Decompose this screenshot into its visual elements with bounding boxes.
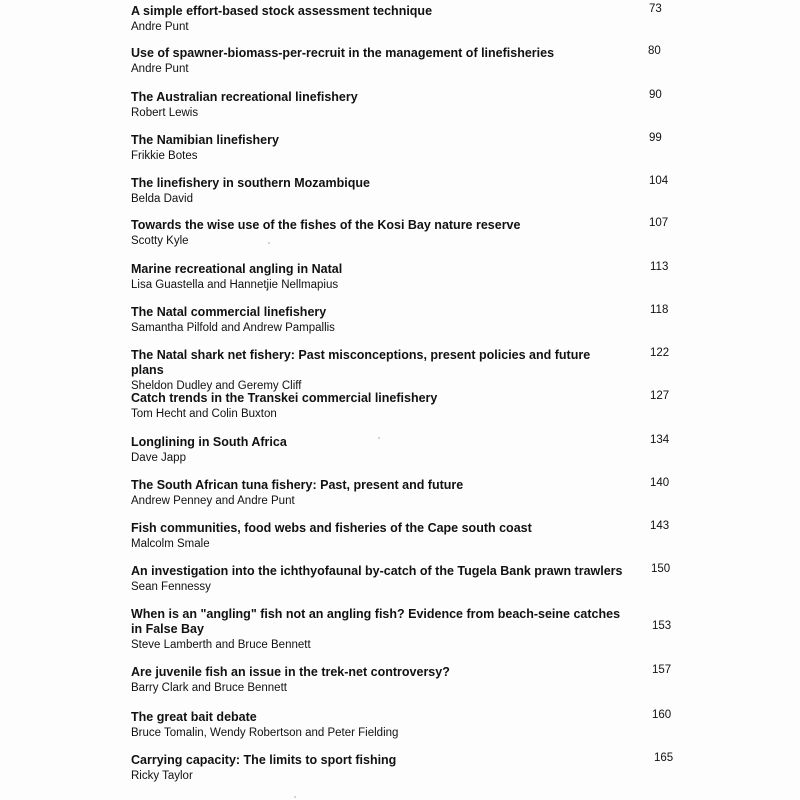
toc-entry bbox=[131, 607, 771, 652]
toc-entry bbox=[131, 90, 771, 120]
entry-title: Catch trends in the Transkei commercial linefishery bbox=[131, 391, 438, 405]
toc-entry bbox=[131, 753, 771, 783]
entry-title: An investigation into the ichthyofaunal by-catch of the Tugela Bank prawn trawlers bbox=[131, 564, 623, 578]
entry-page-number: 160 bbox=[652, 709, 672, 721]
toc-entry bbox=[131, 176, 771, 206]
entry-title: The linefishery in southern Mozambique bbox=[131, 176, 370, 190]
entry-page-number: 80 bbox=[648, 45, 661, 57]
entry-title: The Australian recreational linefishery bbox=[131, 90, 358, 104]
entry-page-number: 113 bbox=[650, 261, 669, 273]
entry-authors: Bruce Tomalin, Wendy Robertson and Peter Fielding bbox=[131, 727, 399, 739]
scan-speck bbox=[378, 437, 380, 439]
entry-page-number: 153 bbox=[652, 620, 672, 632]
entry-page-number: 118 bbox=[650, 304, 669, 316]
toc-entry bbox=[131, 391, 771, 421]
entry-title: The Natal shark net fishery: Past misconceptions, present policies and future plans bbox=[131, 348, 591, 377]
entry-authors: Steve Lamberth and Bruce Bennett bbox=[131, 639, 311, 651]
entry-page-number: 143 bbox=[650, 520, 670, 532]
entry-page-number: 140 bbox=[650, 477, 670, 489]
entry-page-number: 107 bbox=[649, 217, 669, 229]
scan-speck bbox=[294, 796, 296, 798]
toc-entry bbox=[131, 218, 771, 248]
entry-title: Marine recreational angling in Natal bbox=[131, 262, 343, 276]
entry-authors: Robert Lewis bbox=[131, 107, 199, 119]
toc-entry bbox=[131, 4, 771, 34]
entry-page-number: 73 bbox=[649, 3, 662, 15]
toc-entry bbox=[131, 665, 771, 695]
entry-page-number: 134 bbox=[650, 434, 670, 446]
toc-entry bbox=[131, 521, 771, 551]
entry-page-number: 157 bbox=[652, 664, 672, 676]
entry-title: The South African tuna fishery: Past, present and future bbox=[131, 478, 464, 492]
entry-authors: Scotty Kyle bbox=[131, 235, 189, 247]
toc-entry bbox=[131, 305, 771, 335]
toc-entry bbox=[131, 564, 771, 594]
entry-authors: Tom Hecht and Colin Buxton bbox=[131, 408, 277, 420]
entry-authors: Andre Punt bbox=[131, 63, 189, 75]
entry-title: The Namibian linefishery bbox=[131, 133, 279, 147]
entry-authors: Barry Clark and Bruce Bennett bbox=[131, 682, 287, 694]
entry-title: The great bait debate bbox=[131, 710, 257, 724]
entry-authors: Malcolm Smale bbox=[131, 538, 210, 550]
entry-authors: Andre Punt bbox=[131, 21, 189, 33]
entry-title: Carrying capacity: The limits to sport fishing bbox=[131, 753, 397, 767]
toc-entry bbox=[131, 710, 771, 740]
entry-title: The Natal commercial linefishery bbox=[131, 305, 327, 319]
toc-entry bbox=[131, 478, 771, 508]
entry-authors: Belda David bbox=[131, 193, 194, 205]
entry-page-number: 165 bbox=[654, 752, 674, 764]
entry-page-number: 99 bbox=[649, 132, 662, 144]
entry-title: Are juvenile fish an issue in the trek-net controversy? bbox=[131, 665, 450, 679]
entry-title: Fish communities, food webs and fisheries of the Cape south coast bbox=[131, 521, 532, 535]
entry-authors: Ricky Taylor bbox=[131, 770, 193, 782]
entry-page-number: 122 bbox=[650, 347, 670, 359]
toc-entry bbox=[131, 46, 771, 76]
entry-title: Use of spawner-biomass-per-recruit in the management of linefisheries bbox=[131, 46, 555, 60]
entry-title: When is an "angling" fish not an angling fish? Evidence from beach-seine catches in False Bay bbox=[131, 607, 621, 636]
entry-page-number: 150 bbox=[651, 563, 671, 575]
entry-page-number: 127 bbox=[650, 390, 670, 402]
entry-title: Longlining in South Africa bbox=[131, 435, 287, 449]
entry-authors: Sean Fennessy bbox=[131, 581, 211, 593]
toc-entry bbox=[131, 133, 771, 163]
entry-authors: Frikkie Botes bbox=[131, 150, 198, 162]
toc-entry bbox=[131, 348, 771, 393]
toc-entry bbox=[131, 262, 771, 292]
entry-authors: Sheldon Dudley and Geremy Cliff bbox=[131, 380, 302, 392]
entry-authors: Lisa Guastella and Hannetjie Nellmapius bbox=[131, 279, 339, 291]
toc-entry bbox=[131, 435, 771, 465]
entry-page-number: 90 bbox=[649, 89, 662, 101]
entry-authors: Andrew Penney and Andre Punt bbox=[131, 495, 295, 507]
entry-page-number: 104 bbox=[649, 175, 669, 187]
entry-authors: Samantha Pilfold and Andrew Pampallis bbox=[131, 322, 335, 334]
entry-title: A simple effort-based stock assessment technique bbox=[131, 4, 433, 18]
entry-authors: Dave Japp bbox=[131, 452, 186, 464]
scan-speck bbox=[268, 242, 270, 244]
entry-title: Towards the wise use of the fishes of the Kosi Bay nature reserve bbox=[131, 218, 521, 232]
